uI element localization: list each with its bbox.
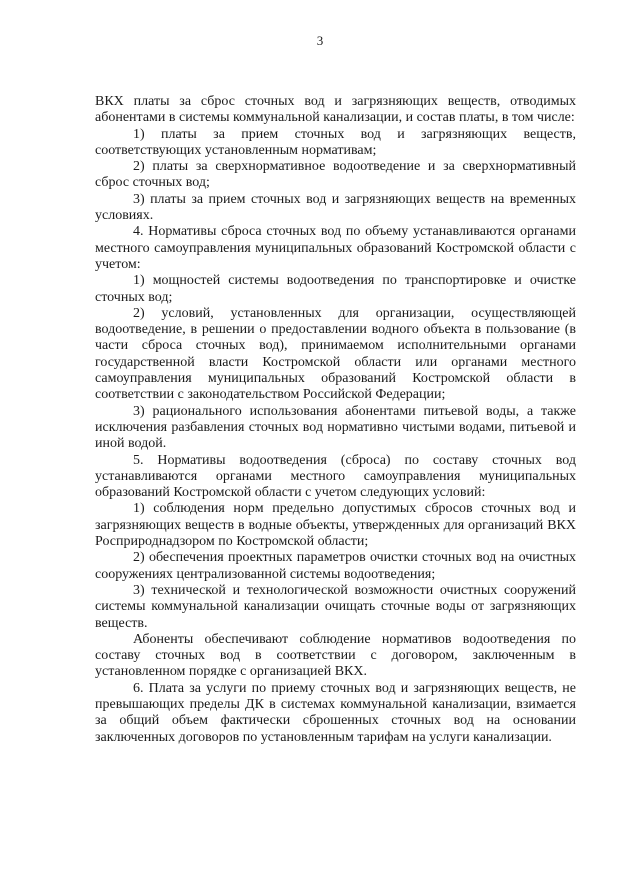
paragraph: 6. Плата за услуги по приему сточных вод и загрязняющих веществ, не превышающих пределы ДК в системах коммунальной канализации, взимается за общий объем фактически сброшенных сточных вод на основании заключенных договоров по установленным тарифам на услуги канализации.: [95, 680, 576, 745]
paragraph: 2) платы за сверхнормативное водоотведение и за сверхнормативный сброс сточных вод;: [95, 159, 576, 191]
paragraph: 2) условий, установленных для организации, осуществляющей водоотведение, в решении о предоставлении водного объекта в пользование (в части сброса сточных вод), принимаемом исполнительными органами государственной власти Костромской области или органами местного самоуправления муниципальных образований Костромской области в соответствии с законодательством Российской Федерации;: [95, 305, 576, 403]
paragraph: 1) платы за прием сточных вод и загрязняющих веществ, соответствующих установленным нормативам;: [95, 126, 576, 158]
paragraph: ВКХ платы за сброс сточных вод и загрязняющих веществ, отводимых абонентами в системы коммунальной канализации, и состав платы, в том числе:: [95, 94, 576, 126]
paragraph: 1) мощностей системы водоотведения по транспортировке и очистке сточных вод;: [95, 273, 576, 305]
paragraph: Абоненты обеспечивают соблюдение нормативов водоотведения по составу сточных вод в соответствии с договором, заключенным в установленном порядке с организацией ВКХ.: [95, 631, 576, 680]
paragraph: 3) технической и технологической возможности очистных сооружений системы коммунальной канализации очищать сточные воды от загрязняющих веществ.: [95, 582, 576, 631]
paragraph: 5. Нормативы водоотведения (сброса) по составу сточных вод устанавливаются органами местного самоуправления муниципальных образований Костромской области с учетом следующих условий:: [95, 452, 576, 501]
paragraph: 4. Нормативы сброса сточных вод по объему устанавливаются органами местного самоуправления муниципальных образований Костромской области с учетом:: [95, 224, 576, 272]
paragraph: 3) платы за прием сточных вод и загрязняющих веществ на временных условиях.: [95, 191, 576, 224]
paragraph: 3) рационального использования абонентами питьевой воды, а также исключения разбавления сточных вод нормативно чистыми водами, питьевой и иной водой.: [95, 403, 576, 452]
document-body: [95, 94, 576, 746]
paragraph: 2) обеспечения проектных параметров очистки сточных вод на очистных сооружениях централизованной системы водоотведения;: [95, 550, 576, 582]
paragraph: 1) соблюдения норм предельно допустимых сбросов сточных вод и загрязняющих веществ в водные объекты, утвержденных для организаций ВКХ Росприроднадзором по Костромской области;: [95, 501, 576, 550]
page-number: 3: [316, 33, 324, 48]
